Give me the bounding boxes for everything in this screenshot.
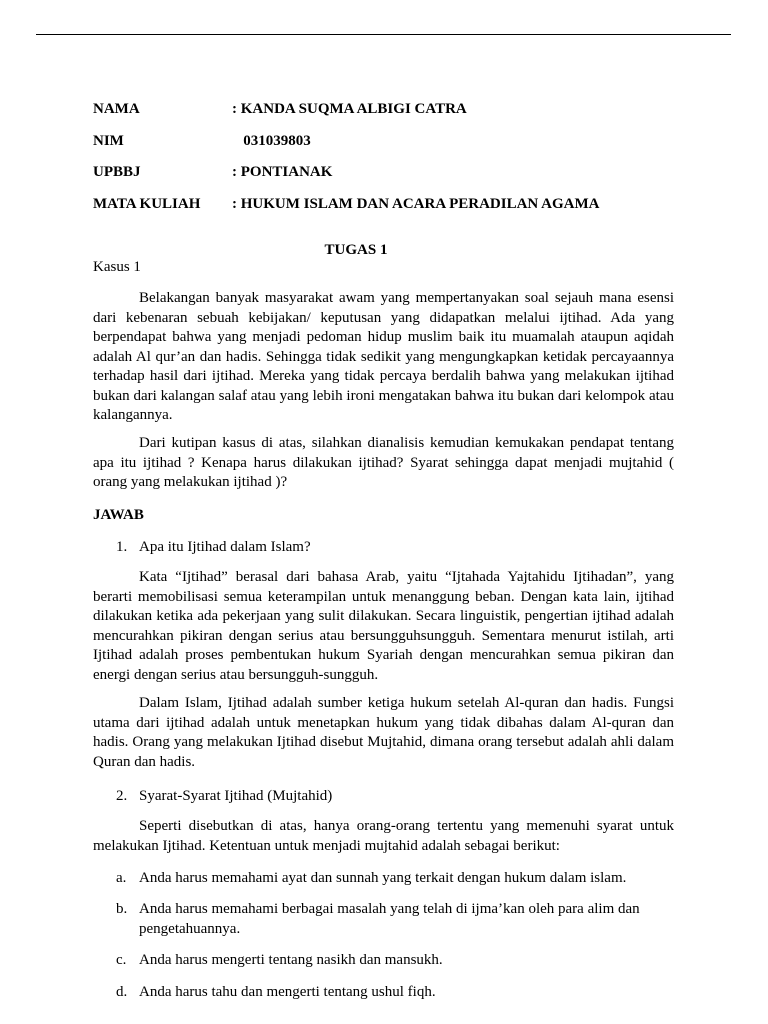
list-text: Anda harus memahami ayat dan sunnah yang terkait dengan hukum dalam islam. xyxy=(139,870,627,886)
info-value: : KANDA SUQMA ALBIGI CATRA xyxy=(232,101,467,117)
info-row-mata-kuliah xyxy=(93,194,693,214)
answer-1-paragraph-1: Kata “Ijtihad” berasal dari bahasa Arab, yaitu “Ijtahada Yajtahidu Ijtihadan”, yang berarti memobilisasi semua keterampilan untuk menanggung beban. Dengan kata lain, ijtihad dilakukan ketika ada pekerjaan yang sulit dilakukan. Secara linguistik, pengertian ijtihad adalah mencurahkan pikiran dengan serius atau bersungguhsungguh. Sementara menurut istilah, arti Ijtihad adalah proses pembentukan hukum Syariah dengan mencurahkan semua pikiran dan energi dengan serius atau bersungguh-sungguh. xyxy=(93,569,674,683)
list-text: Syarat-Syarat Ijtihad (Mujtahid) xyxy=(139,788,333,804)
info-value: 031039803 xyxy=(232,133,311,149)
info-row-nama xyxy=(93,99,693,119)
case-question-paragraph: Dari kutipan kasus di atas, silahkan dianalisis kemudian kemukakan pendapat tentang apa itu ijtihad ? Kenapa harus dilakukan ijtihad? Syarat sehingga dapat menjadi mujtahid ( orang yang melakukan ijtihad )? xyxy=(93,435,674,490)
list-marker: c. xyxy=(116,952,127,968)
info-label: NAMA xyxy=(93,101,140,117)
list-marker: b. xyxy=(116,901,128,917)
answer-2-paragraph: Seperti disebutkan di atas, hanya orang-orang tertentu yang memenuhi syarat untuk melakukan Ijtihad. Ketentuan untuk menjadi mujtahid adalah sebagai berikut: xyxy=(93,818,674,854)
page-title: TUGAS 1 xyxy=(324,242,388,258)
answer-heading: JAWAB xyxy=(93,507,144,523)
header-rule xyxy=(36,34,731,35)
case-label: Kasus 1 xyxy=(93,259,141,275)
case-paragraph: Belakangan banyak masyarakat awam yang mempertanyakan soal sejauh mana esensi dari kebenaran sebuah kebijakan/ keputusan yang didapatkan melalui ijtihad. Ada yang berpendapat bahwa yang menjadi pedoman hidup muslim baik itu muamalah ataupun aqidah adalah Al qur’an dan hadis. Sehingga tidak sedikit yang mengungkapkan ketidak percayaannya terhadap hasil dari ijtihad. Mereka yang tidak percaya berdalih bahwa yang melakukan ijtihad bukan dari kalangan salaf atau yang lebih ironi mengatakan bahwa itu bukan dari kelompok atau kalangannya. xyxy=(93,290,674,423)
list-marker: a. xyxy=(116,870,127,886)
info-label: UPBBJ xyxy=(93,164,141,180)
list-text: Anda harus mengerti tentang nasikh dan mansukh. xyxy=(139,952,443,968)
list-number: 1. xyxy=(116,539,128,555)
list-marker: d. xyxy=(116,984,128,1000)
list-text: Apa itu Ijtihad dalam Islam? xyxy=(139,539,311,555)
answer-1-paragraph-2: Dalam Islam, Ijtihad adalah sumber ketiga hukum setelah Al-quran dan hadis. Fungsi utama dari ijtihad adalah untuk menetapkan hukum yang tidak dibahas dalam Al-quran dan hadis. Orang yang melakukan Ijtihad disebut Mujtahid, dimana orang tersebut adalah ahli dalam Quran dan hadis. xyxy=(93,695,674,770)
list-text: Anda harus memahami berbagai masalah yang telah di ijma’kan oleh para alim dan pengetahuannya. xyxy=(139,901,640,937)
info-value: : HUKUM ISLAM DAN ACARA PERADILAN AGAMA xyxy=(232,196,600,212)
list-text: Anda harus tahu dan mengerti tentang ushul fiqh. xyxy=(139,984,436,1000)
info-row-upbbj xyxy=(93,162,693,182)
info-value: : PONTIANAK xyxy=(232,164,333,180)
info-row-nim xyxy=(93,131,693,151)
info-label: NIM xyxy=(93,133,124,149)
info-label: MATA KULIAH xyxy=(93,196,201,212)
list-number: 2. xyxy=(116,788,128,804)
